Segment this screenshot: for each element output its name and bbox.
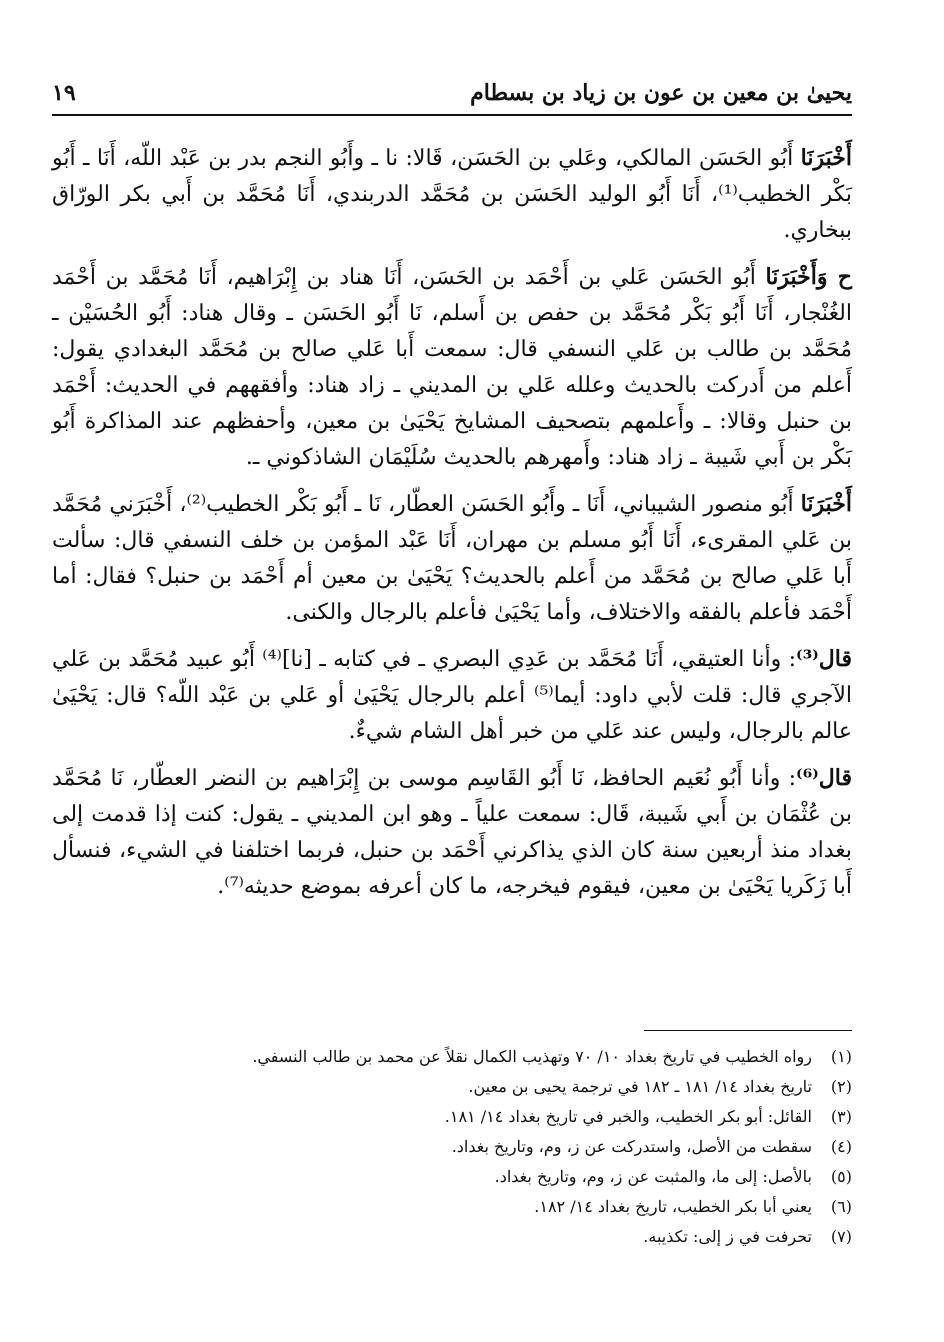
paragraph-lead: أَخْبَرَنَا <box>800 145 852 171</box>
footnote-number: (٤) <box>830 1137 852 1156</box>
footnote-number: (٧) <box>830 1227 852 1246</box>
footnote-text: القائل: أبو بكر الخطيب، والخبر في تاريخ بغداد ١٤/ ١٨١. <box>444 1107 812 1126</box>
footnote <box>52 1042 852 1072</box>
paragraph <box>52 259 852 476</box>
footnote-text: بالأصل: إلى ما، والمثبت عن ز، وم، وتاريخ بغداد. <box>494 1167 812 1186</box>
header-title: يحيىٰ بن معين بن عون بن زياد بن بسطام <box>470 80 852 106</box>
paragraph-text: أَبُو منصور الشيباني، أَنَا ـ وأَبُو الحَسَن العطّار، نَا ـ أَبُو بَكْر الخطيب⁽²⁾، أَخْبَرَني مُحَمَّد بن عَلي المقرىء، أَنَا أَبُو مسلم بن مهران، أَنَا عَبْد المؤمن بن خلف النسفي قال: سألت أَبا عَلي صالح بن مُحَمَّد من أَعلم بالحديث؟ يَحْيَىٰ بن معين أم أَحْمَد بن حنبل؟ فقال: أما أَحْمَد فأعلم بالفقه والاختلاف، وأما يَحْيَىٰ فأعلم بالرجال والكنى. <box>52 492 852 625</box>
footnote <box>52 1222 852 1252</box>
page-number: ١٩ <box>52 80 76 106</box>
main-text <box>52 140 852 915</box>
paragraph <box>52 641 852 750</box>
header-rule <box>52 114 852 116</box>
footnote-separator <box>644 1030 852 1031</box>
footnotes <box>52 1042 852 1252</box>
footnote-text: يعني أبا بكر الخطيب، تاريخ بغداد ١٤/ ١٨٢. <box>534 1197 812 1216</box>
footnote-number: (٣) <box>830 1107 852 1126</box>
footnote-text: تحرفت في ز إلى: تكذيبه. <box>643 1227 812 1246</box>
paragraph-text: : وأنا العتيقي، أَنَا مُحَمَّد بن عَدِي البصري ـ في كتابه ـ [نا]⁽⁴⁾ أَبُو عبيد مُحَمَّد بن عَلي الآجري قال: قلت لأبي داود: أيما⁽⁵⁾ أعلم بالرجال يَحْيَىٰ أو عَلي بن عَبْد اللّه؟ قال: يَحْيَىٰ عالم بالرجال، وليس عند عَلي من خبر أهل الشام شيءٌ. <box>52 647 852 744</box>
footnote-text: رواه الخطيب في تاريخ بغداد ١٠/ ٧٠ وتهذيب الكمال نقلاً عن محمد بن طالب النسفي. <box>252 1047 812 1066</box>
footnote <box>52 1132 852 1162</box>
footnote <box>52 1072 852 1102</box>
paragraph-lead: قال⁽⁶⁾ <box>796 765 852 791</box>
footnote-number: (٦) <box>830 1197 852 1216</box>
footnote-text: تاريخ بغداد ١٤/ ١٨١ ـ ١٨٢ في ترجمة يحيى بن معين. <box>468 1077 812 1096</box>
footnote-text: سقطت من الأصل، واستدركت عن ز، وم، وتاريخ بغداد. <box>451 1137 812 1156</box>
paragraph <box>52 760 852 905</box>
paragraph-lead: ح وَأَخْبَرَنَا <box>765 264 852 290</box>
paragraph <box>52 486 852 631</box>
footnote <box>52 1102 852 1132</box>
running-header <box>52 66 852 106</box>
paragraph-lead: أَخْبَرَنَا <box>800 491 852 517</box>
footnote-number: (٢) <box>830 1077 852 1096</box>
paragraph-text: أَبُو الحَسَن عَلي بن أَحْمَد بن الحَسَن، أَنَا هناد بن إِبْرَاهيم، أَنَا مُحَمَّد بن أَحْمَد الغُنْجار، أَنَا أَبُو بَكْر مُحَمَّد بن حفص بن أَسلم، نَا أَبُو الحَسَن ـ وقال هناد: أَبُو الحُسَيْن ـ مُحَمَّد بن طالب بن عَلي النسفي قال: سمعت أَبا عَلي صالح بن مُحَمَّد البغدادي يقول: أَعلم من أَدركت بالحديث وعلله عَلي بن المديني ـ زاد هناد: وأفقههم في الحديث: أَحْمَد بن حنبل وقالا: ـ وأَعلمهم بتصحيف المشايخ يَحْيَىٰ بن معين، وأحفظهم عند المذاكرة أَبُو بَكْر بن أَبي شَيبة ـ زاد هناد: وأَمهرهم بالحديث سُلَيْمَان الشاذكوني ـ. <box>52 265 852 470</box>
paragraph-text: أَبُو الحَسَن المالكي، وعَلي بن الحَسَن، قَالا: نا ـ وأَبُو النجم بدر بن عَبْد اللّه، أَنَا ـ أَبُو بَكْر الخطيب⁽¹⁾، أَنَا أَبُو الوليد الحَسَن بن مُحَمَّد الدربندي، أَنَا مُحَمَّد بن أَبي بكر الورّاق ببخاري. <box>52 146 852 243</box>
paragraph-lead: قال⁽³⁾ <box>796 646 852 672</box>
footnote-number: (١) <box>830 1047 852 1066</box>
footnote-number: (٥) <box>830 1167 852 1186</box>
footnote <box>52 1192 852 1222</box>
footnote <box>52 1162 852 1192</box>
paragraph <box>52 140 852 249</box>
paragraph-text: : وأنا أَبُو نُعَيم الحافظ، نَا أَبُو القَاسِم موسى بن إِبْرَاهيم بن النضر العطّار، نَا مُحَمَّد بن عُثْمَان بن أَبي شَيبة، قَال: سمعت علياً ـ وهو ابن المديني ـ يقول: كنت إذا قدمت إلى بغداد منذ أربعين سنة كان الذي يذاكرني أَحْمَد بن حنبل، فربما اختلفنا في الشيء، فنسأل أَبا زَكَريا يَحْيَىٰ بن معين، فيقوم فيخرجه، ما كان أعرفه بموضع حديثه⁽⁷⁾. <box>52 766 852 899</box>
